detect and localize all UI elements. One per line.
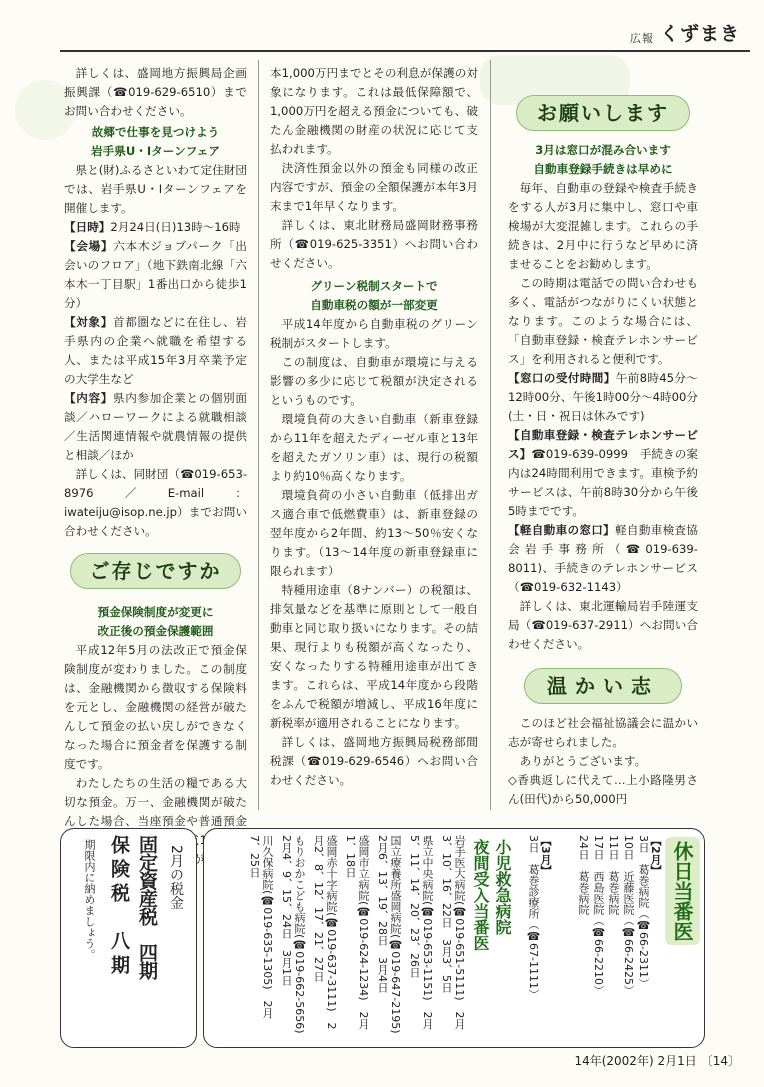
tax-note: 期限内に納めましょう。 (83, 839, 96, 960)
paragraph: 毎年、自動車の登録や検査手続きをする人が3月に集中し、窓口や車検場が大変混雑します。これらの手続きは、2月中に行うなど早めに済ませることをお勧めします。 (508, 181, 698, 271)
tax-box-title: 2月の税金 (168, 845, 184, 910)
content-item (64, 389, 247, 465)
section-title: 3月は窓口が混み合います (535, 143, 671, 157)
section-title: 預金保険制度が変更に (97, 605, 214, 619)
content-label: 【内容】 (64, 391, 113, 405)
paragraph: この時期は電話での問い合わせも多く、電話がつながりにくい状態となります。このような場合には、「自動車登録・検査テレホンサービス」を利用されると便利です。 (508, 276, 698, 366)
paragraph: 詳しくは、盛岡地方振興局税務部間税課（☎019-629-6546）へお問い合わせください。 (270, 735, 478, 787)
night-hospital-entry: 盛岡赤十字病院(☎019-637-3111) 2月2、8、12、17、21、27日 (312, 835, 338, 1030)
holiday-doctor-entry: 3日 葛巻診療所（☎67-1111） (527, 835, 540, 1000)
tel-label: 【自動車登録・検査テレホンサービス】 (508, 428, 698, 461)
banner-atatakai (524, 668, 682, 704)
paragraph: ◇香典返しに代えて…上小路隆男さん(田代)から50,000円 (508, 773, 698, 806)
holiday-doctor-entry: 17日 西島医院（☎66-2210） (592, 835, 605, 996)
banner-gozonji (70, 553, 241, 589)
night-hospital-entry: 岩手医大病院(☎019-651-5111) 2月3、10、16、22日 3月3、5日 (440, 835, 466, 1030)
hours-label: 【窓口の受付時間】 (508, 371, 616, 385)
mar-list (527, 835, 540, 1035)
paragraph: わたしたちの生活の糧である大切な預金。万一、金融機関が破たんした場合、当座預金や普通預金 が (64, 776, 247, 866)
hours-text: 午前8時45分～12時00分、午後1時00分～4時00分(土・日・祝日は休みです) (508, 371, 698, 423)
tax-line-2: 保険税 八期 (108, 835, 130, 979)
page-number: 〔14〕 (700, 1054, 740, 1068)
date-text: 2月24日(日)13時～16時 (110, 220, 241, 234)
target-label: 【対象】 (64, 315, 113, 329)
column-2 (270, 64, 478, 790)
venue-item (64, 237, 247, 313)
column-3 (508, 95, 698, 809)
night-hospital-entry: 県立中央病院(☎019-653-1151) 2月5、11、14、20、23、26日 (408, 835, 434, 1030)
tax-line-1: 固定資産税 四期 (136, 835, 158, 979)
column-1 (64, 64, 247, 888)
content-text: 県内参加企業との個別面談／ハローワークによる就職相談／生活関連情報や就農情報の提供と相談／ほか (64, 391, 247, 462)
page-header (600, 18, 740, 46)
paragraph: 決済性預金以外の預金も同様の改正内容ですが、預金の全額保護が本年3月末まで1年早くなります。 (270, 161, 478, 213)
section-title: 故郷で仕事を見つけよう (91, 125, 220, 139)
section-title: 岩手県U・Iターンフェア (91, 144, 220, 158)
paragraph: 環境負荷の大きい自動車（新車登録から11年を超えたディーゼル車と13年を超えたガソリン車）は、現行の税額より約10％高くなります。 (270, 412, 478, 483)
light-label: 【軽自動車の窓口】 (508, 523, 616, 537)
mar-label: 【3月】 (539, 835, 552, 876)
section-title: 自動車登録手続きは早めに (533, 162, 673, 176)
footer-date: 14年(2002年) 2月1日 (574, 1054, 697, 1068)
venue-label: 【会場】 (64, 239, 114, 253)
paragraph: 詳しくは、盛岡地方振興局企画振興課（☎019-629-6510）までお問い合わせください。 (64, 66, 247, 118)
banner-text: お願いします (537, 100, 669, 125)
paragraph: 本1,000万円までとその利息が保護の対象になります。これは最低保障額で、1,000万円を超える預金についても、破たん金融機関の財産の状況に応じて支払われます。 (270, 66, 478, 156)
header-label: 広報 (629, 32, 654, 45)
venue-text: 六本木ジョブパーク「出会いのフロア」（地下鉄南北線「六本木一丁目駅」1番出口から徒歩1分） (64, 239, 247, 310)
paragraph: 平成14年度から自動車税のグリーン税制がスタートします。 (270, 317, 478, 350)
date-label: 【日時】 (64, 220, 111, 234)
paragraph: 平成12年5月の法改正で預金保険制度が変わりました。この制度は、金融機関から徴収する保険料を元とし、金融機関の経営が破たんして預金の払い戻しができなくなった場合に預金者を保護する制度です。 (64, 643, 247, 771)
section-title: 改正後の預金保護範囲 (97, 624, 214, 638)
paragraph: この制度は、自動車が環境に与える影響の多少に応じて税額が決定されるというものです。 (270, 355, 478, 407)
banner-text: 温かい志 (547, 673, 659, 698)
night-list (248, 835, 466, 1045)
banner-text: ご存じですか (89, 558, 222, 583)
paragraph: ありがとうございます。 (519, 754, 647, 768)
section-title: 自動車税の額が一部変更 (310, 298, 438, 312)
paragraph: 詳しくは、同財団（☎019-653-8976／E-mail：iwateiju@isop.ne.jp）までお問い合わせください。 (64, 467, 248, 538)
holiday-doctor-entry: 24日 葛巻病院 (577, 835, 590, 915)
pediatric-title: 小児救急病院 (493, 839, 512, 935)
header-rule (60, 50, 750, 52)
paragraph: 環境負荷の小さい自動車（低排出ガス適合車で低燃費車）は、新車登録の翌年度から2年間、約13～50％安くなります。（13～14年度の新車登録車に限られます） (270, 488, 478, 578)
holiday-doctor-entry: 11日 葛巻病院 (607, 835, 620, 915)
holiday-doctor-title: 休日当番医 (665, 837, 700, 945)
column-divider (490, 60, 491, 810)
feb-list (577, 835, 650, 1035)
hospital-box (203, 828, 705, 1048)
feb-label: 【2月】 (649, 835, 662, 876)
footer (560, 1052, 740, 1069)
banner-onegai (516, 95, 690, 131)
section-title: グリーン税制スタートで (310, 279, 438, 293)
night-hospital-entry: 国立療養所盛岡病院(☎019-647-2195) 2月6、13、19、28日 3月4日 (376, 835, 402, 1045)
target-text: 首都圏などに在住し、岩手県内の企業へ就職を希望する人、または平成15年3月卒業予定の大学生など (64, 315, 247, 386)
hours-item (508, 369, 698, 426)
target-item (64, 313, 247, 389)
header-title: くずまき (659, 23, 740, 45)
light-text: 軽自動車検査協会岩手事務所（☎019-639-8011)、手続きのテレホンサービス（☎019-632-1143） (508, 523, 698, 594)
date-item (64, 218, 247, 237)
holiday-doctor-entry: 3日 葛巻病院（☎66-2311） (637, 835, 650, 989)
paragraph: 特種用途車（8ナンバー）の税額は、排気量などを基準に原則として一般自動車と同じ取り扱いになります。その結果、現行よりも税額が高くなったり、安くなったりする特種用途車が出てきます。これらは、平成14年度から段階をふんで税額が増減し、平成16年度に新税率が適用されることになります。 (270, 583, 478, 730)
column-divider (258, 60, 259, 810)
night-hospital-entry: 盛岡市立病院(☎019-624-1234) 2月1、18日 (344, 835, 370, 1030)
night-hospital-entry: もりおかこども病院(☎019-662-5656) 2月4、9、15、24日 3月1日 (280, 835, 306, 1045)
paragraph: 県と(財)ふるさといわて定住財団では、岩手県U・Iターンフェアを開催します。 (64, 163, 247, 215)
paragraph: 詳しくは、東北財務局盛岡財務事務所（☎019-625-3351）へお問い合わせください。 (270, 218, 478, 270)
night-title: 夜間受入当番医 (471, 839, 490, 951)
tax-box (60, 828, 197, 1048)
paragraph: 詳しくは、東北運輸局岩手陸運支局（☎019-637-2911）へお問い合わせください。 (508, 599, 698, 651)
light-item (508, 521, 698, 597)
night-hospital-entry: 川久保病院(☎019-635-1305) 2月7、25日 (248, 835, 274, 1019)
tel-item (508, 426, 698, 521)
holiday-doctor-entry: 10日 近藤医院（☎66-2425） (622, 835, 635, 996)
tel-text: ☎019-639-0999 手続きの案内は24時間利用できます。車検予約サービスは、午前8時30分から午後5時までです。 (508, 447, 698, 518)
paragraph: このほど社会福祉協議会に温かい志が寄せられました。 (508, 716, 698, 749)
